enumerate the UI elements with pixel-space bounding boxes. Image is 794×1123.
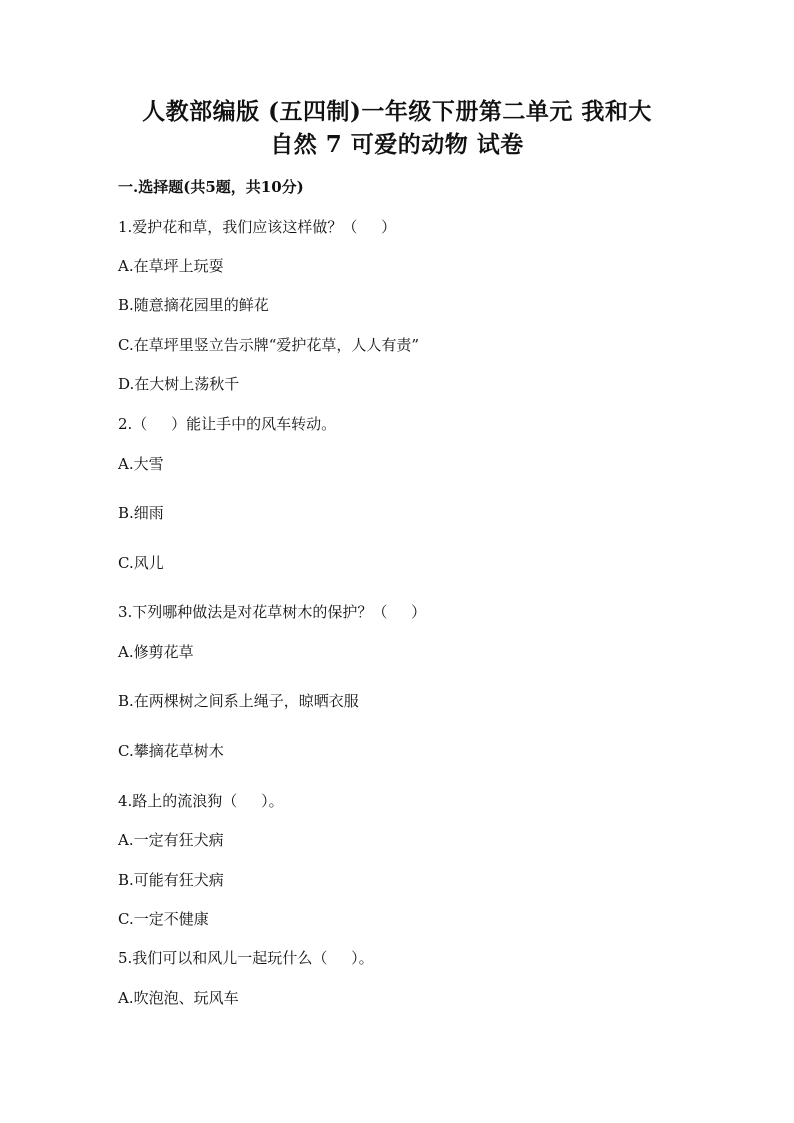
question-5-stem: 5.我们可以和风儿一起玩什么（ ）。: [118, 949, 374, 967]
question-3-option-b: B.在两棵树之间系上绳子，晾晒衣服: [118, 692, 359, 710]
question-2-option-b: B.细雨: [118, 504, 164, 522]
question-3-option-c: C.攀摘花草树木: [118, 742, 224, 760]
question-3-stem: 3.下列哪种做法是对花草树木的保护？（ ）: [118, 603, 427, 621]
document-title-line2: 自然 7 可爱的动物 试卷: [270, 131, 524, 158]
question-4-option-b: B.可能有狂犬病: [118, 871, 224, 889]
question-4-option-c: C.一定不健康: [118, 910, 209, 928]
question-1-stem: 1.爱护花和草，我们应该这样做？（ ）: [118, 218, 397, 236]
question-4-stem: 4.路上的流浪狗（ ）。: [118, 792, 284, 810]
question-1-option-d: D.在大树上荡秋千: [118, 375, 240, 393]
question-3-option-a: A.修剪花草: [118, 643, 194, 661]
question-2-option-c: C.风儿: [118, 554, 164, 572]
question-1-option-b: B.随意摘花园里的鲜花: [118, 296, 269, 314]
section-heading: 一.选择题(共5题，共10分): [118, 178, 304, 196]
document-title-line1: 人教部编版 (五四制)一年级下册第二单元 我和大: [142, 98, 652, 125]
question-5-option-a: A.吹泡泡、玩风车: [118, 989, 239, 1007]
question-2-stem: 2.（ ）能让手中的风车转动。: [118, 415, 337, 433]
question-1-option-a: A.在草坪上玩耍: [118, 257, 224, 275]
question-4-option-a: A.一定有狂犬病: [118, 831, 224, 849]
question-1-option-c: C.在草坪里竖立告示牌“爱护花草，人人有责”: [118, 336, 420, 354]
question-2-option-a: A.大雪: [118, 455, 164, 473]
